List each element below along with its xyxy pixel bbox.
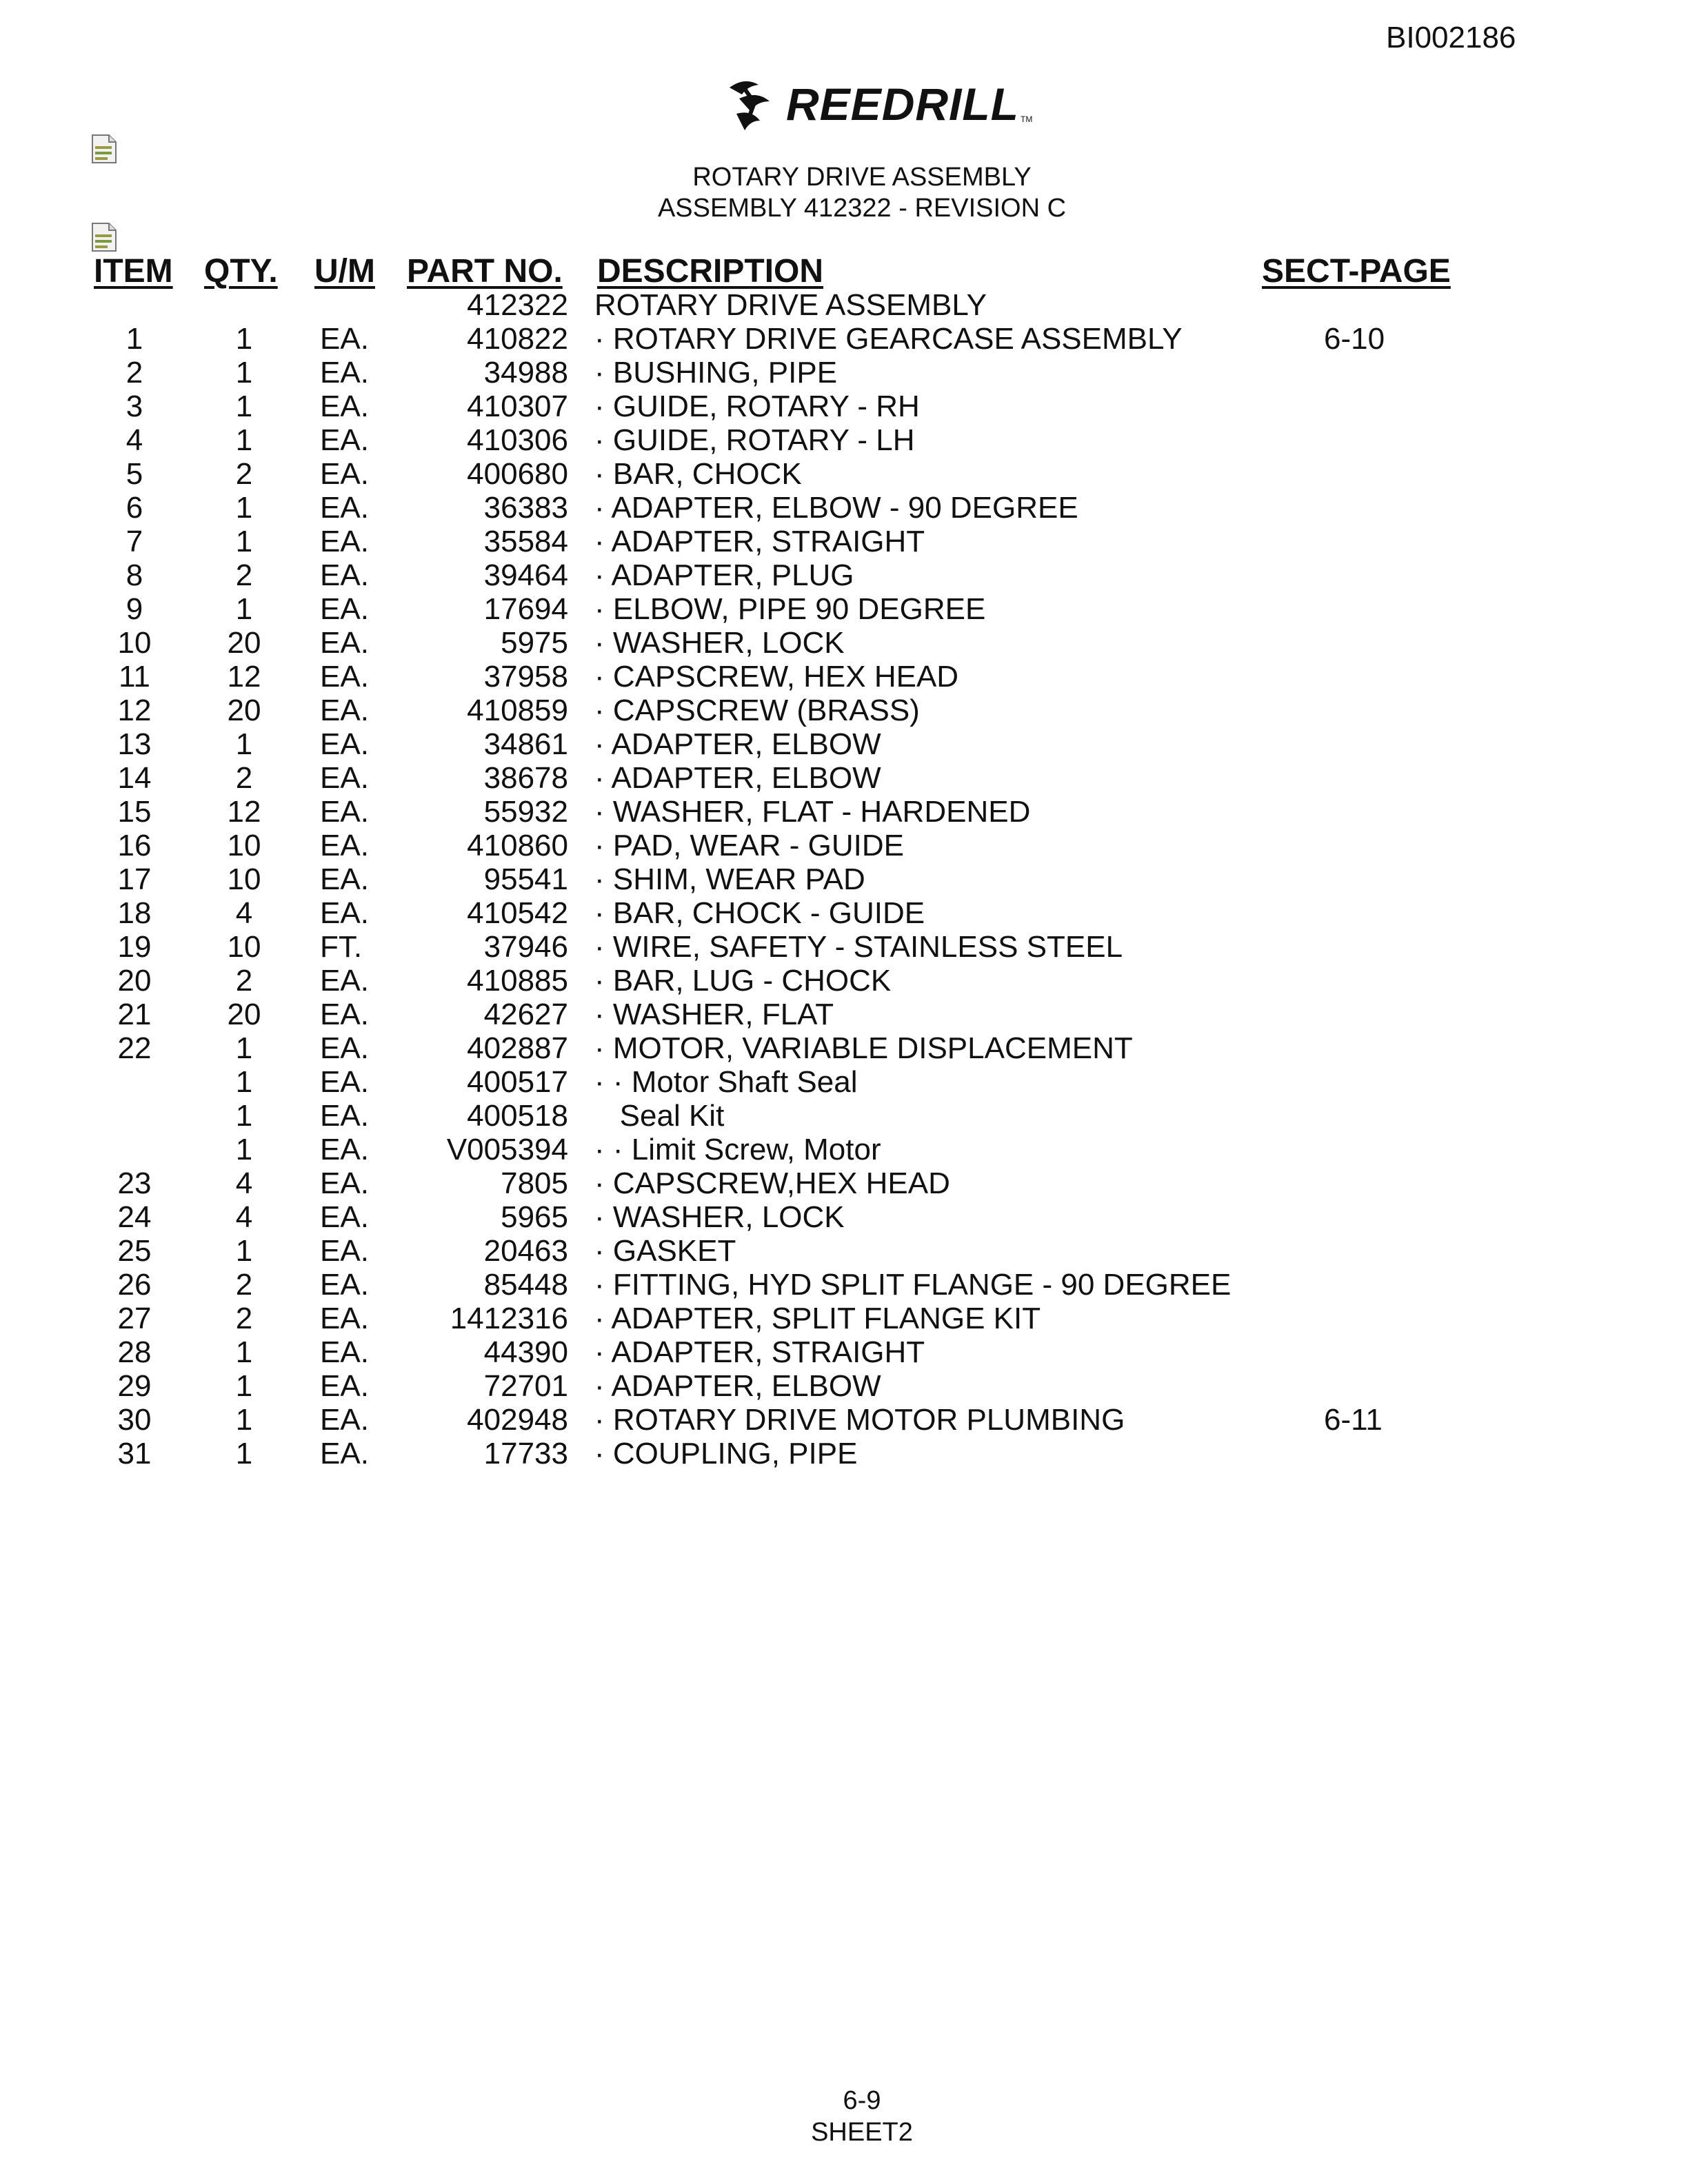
- unit-of-measure: EA.: [320, 525, 369, 558]
- unit-of-measure: EA.: [320, 626, 369, 660]
- quantity: 2: [235, 457, 253, 491]
- table-row: [0, 896, 1688, 930]
- table-row: [0, 525, 1688, 558]
- part-number: 37958: [483, 660, 568, 694]
- column-header-sect-page: SECT-PAGE: [1262, 253, 1451, 290]
- quantity: 4: [235, 1166, 253, 1200]
- part-description: · ADAPTER, PLUG: [594, 558, 854, 592]
- unit-of-measure: EA.: [320, 322, 369, 356]
- part-description: · GUIDE, ROTARY - LH: [594, 423, 915, 457]
- item-number: 10: [117, 626, 152, 660]
- part-description: · BUSHING, PIPE: [594, 356, 838, 390]
- unit-of-measure: EA.: [320, 829, 369, 862]
- part-number: 410859: [467, 694, 568, 727]
- part-description: · ADAPTER, SPLIT FLANGE KIT: [594, 1302, 1041, 1335]
- unit-of-measure: EA.: [320, 964, 369, 998]
- quantity: 4: [235, 896, 253, 930]
- unit-of-measure: EA.: [320, 998, 369, 1031]
- part-number: 17694: [483, 592, 568, 626]
- table-row: [0, 660, 1688, 694]
- unit-of-measure: EA.: [320, 694, 369, 727]
- column-header-part-no: PART NO.: [407, 253, 563, 290]
- part-number: 37946: [483, 930, 568, 964]
- part-description: · GASKET: [594, 1234, 736, 1268]
- table-row: [0, 829, 1688, 862]
- table-row: [0, 322, 1688, 356]
- item-number: 27: [117, 1302, 152, 1335]
- item-number: 21: [117, 998, 152, 1031]
- item-number: 9: [125, 592, 143, 626]
- part-number: 17733: [483, 1437, 568, 1470]
- part-number: 410307: [467, 390, 568, 423]
- part-number: 95541: [483, 862, 568, 896]
- unit-of-measure: EA.: [320, 1099, 369, 1133]
- table-row: [0, 998, 1688, 1031]
- quantity: 12: [227, 795, 261, 829]
- table-row: [0, 1302, 1688, 1335]
- item-number: 30: [117, 1403, 152, 1437]
- part-description: · ROTARY DRIVE GEARCASE ASSEMBLY: [594, 322, 1183, 356]
- document-title: ROTARY DRIVE ASSEMBLY: [692, 163, 1032, 192]
- quantity: 1: [235, 1099, 253, 1133]
- item-number: 8: [125, 558, 143, 592]
- unit-of-measure: EA.: [320, 896, 369, 930]
- section-page: 6-10: [1324, 322, 1385, 356]
- table-row: [0, 930, 1688, 964]
- sheet-label: SHEET2: [811, 2118, 913, 2147]
- item-number: 28: [117, 1335, 152, 1369]
- quantity: 4: [235, 1200, 253, 1234]
- table-row: [0, 390, 1688, 423]
- table-row: [0, 727, 1688, 761]
- unit-of-measure: EA.: [320, 1302, 369, 1335]
- unit-of-measure: EA.: [320, 423, 369, 457]
- unit-of-measure: EA.: [320, 727, 369, 761]
- quantity: 2: [235, 558, 253, 592]
- part-description: · PAD, WEAR - GUIDE: [594, 829, 904, 862]
- table-row: [0, 1200, 1688, 1234]
- quantity: 1: [235, 1403, 253, 1437]
- table-row: [0, 1099, 1688, 1133]
- item-number: 19: [117, 930, 152, 964]
- item-number: 4: [125, 423, 143, 457]
- quantity: 1: [235, 592, 253, 626]
- part-description: ROTARY DRIVE ASSEMBLY: [594, 288, 987, 322]
- table-row: [0, 457, 1688, 491]
- part-description: · SHIM, WEAR PAD: [594, 862, 865, 896]
- item-number: 31: [117, 1437, 152, 1470]
- document-link-icon[interactable]: [91, 222, 117, 252]
- part-number: 402887: [467, 1031, 568, 1065]
- part-description: · ADAPTER, STRAIGHT: [594, 1335, 925, 1369]
- part-number: 410860: [467, 829, 568, 862]
- part-number: 400517: [467, 1065, 568, 1099]
- part-number: 55932: [483, 795, 568, 829]
- item-number: 15: [117, 795, 152, 829]
- part-description: · WASHER, FLAT: [594, 998, 834, 1031]
- table-row: [0, 423, 1688, 457]
- part-description: · MOTOR, VARIABLE DISPLACEMENT: [594, 1031, 1133, 1065]
- quantity: 1: [235, 356, 253, 390]
- unit-of-measure: EA.: [320, 558, 369, 592]
- item-number: 16: [117, 829, 152, 862]
- part-number: 400518: [467, 1099, 568, 1133]
- part-description: · ADAPTER, ELBOW: [594, 1369, 881, 1403]
- item-number: 2: [125, 356, 143, 390]
- unit-of-measure: EA.: [320, 1268, 369, 1302]
- quantity: 1: [235, 1065, 253, 1099]
- quantity: 1: [235, 727, 253, 761]
- quantity: 20: [227, 998, 261, 1031]
- item-number: 23: [117, 1166, 152, 1200]
- part-description: · ADAPTER, STRAIGHT: [594, 525, 925, 558]
- quantity: 10: [227, 829, 261, 862]
- table-row: [0, 1437, 1688, 1470]
- part-number: 34861: [483, 727, 568, 761]
- unit-of-measure: EA.: [320, 795, 369, 829]
- quantity: 20: [227, 694, 261, 727]
- table-row: [0, 795, 1688, 829]
- part-number: 7805: [501, 1166, 568, 1200]
- part-number: 412322: [467, 288, 568, 322]
- quantity: 1: [235, 1369, 253, 1403]
- trademark-mark: TM: [1021, 114, 1033, 124]
- quantity: 1: [235, 1031, 253, 1065]
- part-description: · ELBOW, PIPE 90 DEGREE: [594, 592, 986, 626]
- table-row: [0, 592, 1688, 626]
- table-row: [0, 1403, 1688, 1437]
- part-number: 39464: [483, 558, 568, 592]
- quantity: 1: [235, 322, 253, 356]
- part-description: · WASHER, LOCK: [594, 626, 845, 660]
- unit-of-measure: EA.: [320, 660, 369, 694]
- quantity: 2: [235, 761, 253, 795]
- unit-of-measure: EA.: [320, 390, 369, 423]
- item-number: 29: [117, 1369, 152, 1403]
- section-page: 6-11: [1324, 1403, 1383, 1437]
- unit-of-measure: EA.: [320, 1437, 369, 1470]
- quantity: 1: [235, 525, 253, 558]
- part-number: 34988: [483, 356, 568, 390]
- item-number: 1: [125, 322, 143, 356]
- part-description: · BAR, CHOCK - GUIDE: [594, 896, 925, 930]
- part-number: 38678: [483, 761, 568, 795]
- part-description: · ADAPTER, ELBOW: [594, 727, 881, 761]
- part-description: · FITTING, HYD SPLIT FLANGE - 90 DEGREE: [594, 1268, 1232, 1302]
- quantity: 1: [235, 390, 253, 423]
- table-row: [0, 288, 1688, 322]
- unit-of-measure: EA.: [320, 491, 369, 525]
- part-description: · WIRE, SAFETY - STAINLESS STEEL: [594, 930, 1123, 964]
- part-description: · ROTARY DRIVE MOTOR PLUMBING: [594, 1403, 1125, 1437]
- company-logo: [724, 73, 1032, 135]
- part-number: 410822: [467, 322, 568, 356]
- part-number: 36383: [483, 491, 568, 525]
- part-number: 5975: [501, 626, 568, 660]
- table-row: [0, 694, 1688, 727]
- item-number: 3: [125, 390, 143, 423]
- part-description: · ADAPTER, ELBOW - 90 DEGREE: [594, 491, 1078, 525]
- quantity: 10: [227, 862, 261, 896]
- part-description: · GUIDE, ROTARY - RH: [594, 390, 920, 423]
- quantity: 10: [227, 930, 261, 964]
- part-number: 72701: [483, 1369, 568, 1403]
- part-number: 42627: [483, 998, 568, 1031]
- quantity: 1: [235, 1234, 253, 1268]
- part-number: 35584: [483, 525, 568, 558]
- item-number: 18: [117, 896, 152, 930]
- column-header-description: DESCRIPTION: [597, 253, 824, 290]
- unit-of-measure: EA.: [320, 1369, 369, 1403]
- part-number: 410306: [467, 423, 568, 457]
- quantity: 12: [227, 660, 261, 694]
- part-description: · · Motor Shaft Seal: [594, 1065, 858, 1099]
- part-number: 5965: [501, 1200, 568, 1234]
- unit-of-measure: FT.: [320, 930, 363, 964]
- item-number: 5: [125, 457, 143, 491]
- part-description: · BAR, LUG - CHOCK: [594, 964, 892, 998]
- part-description: · COUPLING, PIPE: [594, 1437, 858, 1470]
- part-description: · CAPSCREW (BRASS): [594, 694, 920, 727]
- unit-of-measure: EA.: [320, 1031, 369, 1065]
- item-number: 17: [117, 862, 152, 896]
- table-row: [0, 1133, 1688, 1166]
- table-row: [0, 1065, 1688, 1099]
- page-number: 6-9: [843, 2086, 881, 2115]
- item-number: 12: [117, 694, 152, 727]
- quantity: 2: [235, 1302, 253, 1335]
- column-header-item: ITEM: [94, 253, 173, 290]
- item-number: 20: [117, 964, 152, 998]
- document-subtitle: ASSEMBLY 412322 - REVISION C: [657, 194, 1067, 223]
- table-row: [0, 1335, 1688, 1369]
- item-number: 7: [125, 525, 143, 558]
- table-row: [0, 1031, 1688, 1065]
- document-id: BI002186: [1386, 21, 1516, 54]
- item-number: 14: [117, 761, 152, 795]
- item-number: 26: [117, 1268, 152, 1302]
- quantity: 1: [235, 1437, 253, 1470]
- part-description: · WASHER, FLAT - HARDENED: [594, 795, 1031, 829]
- quantity: 2: [235, 1268, 253, 1302]
- item-number: 24: [117, 1200, 152, 1234]
- quantity: 1: [235, 1133, 253, 1166]
- part-description: · · Limit Screw, Motor: [594, 1133, 881, 1166]
- table-row: [0, 558, 1688, 592]
- unit-of-measure: EA.: [320, 761, 369, 795]
- part-description: · CAPSCREW,HEX HEAD: [594, 1166, 950, 1200]
- part-number: 410542: [467, 896, 568, 930]
- quantity: 1: [235, 1335, 253, 1369]
- table-row: [0, 626, 1688, 660]
- part-number: V005394: [446, 1133, 568, 1166]
- part-number: 410885: [467, 964, 568, 998]
- part-description: · CAPSCREW, HEX HEAD: [594, 660, 959, 694]
- table-row: [0, 1234, 1688, 1268]
- reedrill-swirl-icon: [724, 75, 776, 133]
- unit-of-measure: EA.: [320, 1200, 369, 1234]
- table-row: [0, 491, 1688, 525]
- table-row: [0, 1369, 1688, 1403]
- part-description: Seal Kit: [594, 1099, 725, 1133]
- quantity: 1: [235, 491, 253, 525]
- item-number: 22: [117, 1031, 152, 1065]
- table-row: [0, 761, 1688, 795]
- unit-of-measure: EA.: [320, 1335, 369, 1369]
- item-number: 6: [125, 491, 143, 525]
- table-row: [0, 1268, 1688, 1302]
- part-number: 85448: [483, 1268, 568, 1302]
- unit-of-measure: EA.: [320, 1065, 369, 1099]
- part-description: · ADAPTER, ELBOW: [594, 761, 881, 795]
- unit-of-measure: EA.: [320, 592, 369, 626]
- part-number: 400680: [467, 457, 568, 491]
- part-number: 44390: [483, 1335, 568, 1369]
- item-number: 25: [117, 1234, 152, 1268]
- part-number: 20463: [483, 1234, 568, 1268]
- unit-of-measure: EA.: [320, 1166, 369, 1200]
- unit-of-measure: EA.: [320, 1403, 369, 1437]
- quantity: 20: [227, 626, 261, 660]
- part-description: · WASHER, LOCK: [594, 1200, 845, 1234]
- item-number: 13: [117, 727, 152, 761]
- column-header-um: U/M: [314, 253, 375, 290]
- document-link-icon[interactable]: [91, 134, 117, 164]
- brand-wordmark: REEDRILL: [786, 79, 1019, 130]
- part-number: 1412316: [450, 1302, 568, 1335]
- unit-of-measure: EA.: [320, 862, 369, 896]
- column-header-qty: QTY.: [204, 253, 278, 290]
- part-number: 402948: [467, 1403, 568, 1437]
- unit-of-measure: EA.: [320, 1234, 369, 1268]
- table-row: [0, 1166, 1688, 1200]
- unit-of-measure: EA.: [320, 356, 369, 390]
- part-description: · BAR, CHOCK: [594, 457, 802, 491]
- unit-of-measure: EA.: [320, 1133, 369, 1166]
- quantity: 2: [235, 964, 253, 998]
- unit-of-measure: EA.: [320, 457, 369, 491]
- table-row: [0, 964, 1688, 998]
- table-row: [0, 862, 1688, 896]
- table-row: [0, 356, 1688, 390]
- quantity: 1: [235, 423, 253, 457]
- item-number: 11: [119, 660, 150, 694]
